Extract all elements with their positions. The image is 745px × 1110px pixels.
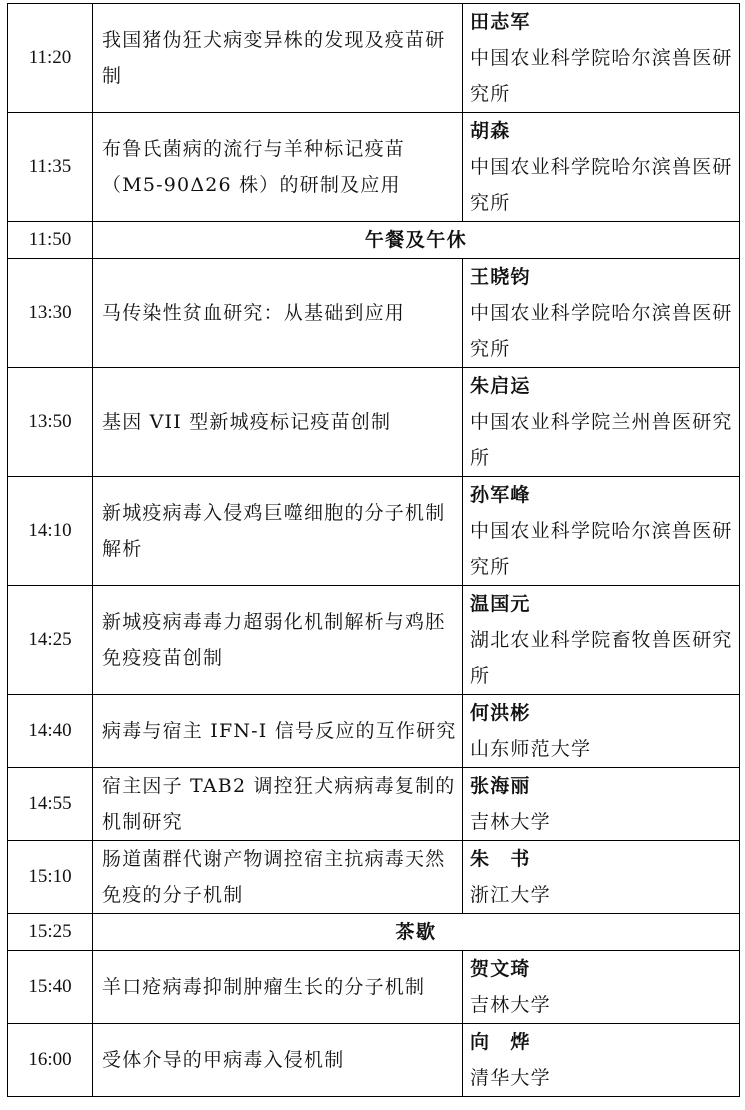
speaker-affiliation: 清华大学 (470, 1067, 551, 1089)
time-cell: 11:35 (8, 113, 93, 222)
speaker-affiliation: 吉林大学 (470, 811, 551, 833)
topic-cell: 新城疫病毒入侵鸡巨噬细胞的分子机制解析 (93, 477, 463, 586)
break-cell: 茶歇 (93, 914, 740, 951)
table-row (8, 914, 740, 951)
topic-cell: 受体介导的甲病毒入侵机制 (93, 1024, 463, 1097)
speaker-cell (463, 4, 740, 113)
table-row (8, 768, 740, 841)
table-row (8, 368, 740, 477)
speaker-cell (463, 951, 740, 1024)
table-row (8, 695, 740, 768)
speaker-affiliation: 中国农业科学院哈尔滨兽医研究所 (470, 520, 733, 578)
time-cell: 15:40 (8, 951, 93, 1024)
speaker-affiliation: 中国农业科学院哈尔滨兽医研究所 (470, 302, 733, 360)
speaker-affiliation: 湖北农业科学院畜牧兽医研究所 (470, 629, 733, 687)
time-cell: 14:25 (8, 586, 93, 695)
speaker-cell (463, 259, 740, 368)
table-row (8, 4, 740, 113)
speaker-name: 胡森 (470, 120, 511, 142)
table-row (8, 222, 740, 259)
speaker-name: 朱 书 (470, 848, 531, 870)
topic-cell: 肠道菌群代谢产物调控宿主抗病毒天然免疫的分子机制 (93, 841, 463, 914)
time-cell: 14:10 (8, 477, 93, 586)
speaker-cell (463, 768, 740, 841)
table-row (8, 1024, 740, 1097)
speaker-name: 温国元 (470, 593, 531, 615)
speaker-name: 孙军峰 (470, 484, 531, 506)
speaker-name: 何洪彬 (470, 702, 531, 724)
time-cell: 13:30 (8, 259, 93, 368)
time-cell: 11:50 (8, 222, 93, 259)
table-row (8, 259, 740, 368)
speaker-name: 王晓钧 (470, 266, 531, 288)
table-row (8, 477, 740, 586)
speaker-affiliation: 中国农业科学院哈尔滨兽医研究所 (470, 47, 733, 105)
speaker-cell (463, 695, 740, 768)
time-cell: 15:25 (8, 914, 93, 951)
time-cell: 14:40 (8, 695, 93, 768)
table-row (8, 951, 740, 1024)
speaker-name: 朱启运 (470, 375, 531, 397)
speaker-cell (463, 1024, 740, 1097)
speaker-name: 田志军 (470, 11, 531, 33)
topic-cell: 宿主因子 TAB2 调控狂犬病病毒复制的机制研究 (93, 768, 463, 841)
time-cell: 14:55 (8, 768, 93, 841)
topic-cell: 病毒与宿主 IFN-I 信号反应的互作研究 (93, 695, 463, 768)
speaker-affiliation: 中国农业科学院哈尔滨兽医研究所 (470, 156, 733, 214)
speaker-cell (463, 368, 740, 477)
topic-cell: 基因 VII 型新城疫标记疫苗创制 (93, 368, 463, 477)
table-row (8, 586, 740, 695)
time-cell: 15:10 (8, 841, 93, 914)
topic-cell: 羊口疮病毒抑制肿瘤生长的分子机制 (93, 951, 463, 1024)
topic-cell: 马传染性贫血研究：从基础到应用 (93, 259, 463, 368)
topic-cell: 布鲁氏菌病的流行与羊种标记疫苗（M5-90Δ26 株）的研制及应用 (93, 113, 463, 222)
time-cell: 16:00 (8, 1024, 93, 1097)
table-row (8, 841, 740, 914)
speaker-affiliation: 山东师范大学 (470, 738, 592, 760)
speaker-cell (463, 113, 740, 222)
speaker-name: 贺文琦 (470, 958, 531, 980)
speaker-cell (463, 586, 740, 695)
time-cell: 13:50 (8, 368, 93, 477)
speaker-affiliation: 中国农业科学院兰州兽医研究所 (470, 411, 733, 469)
table-row (8, 113, 740, 222)
topic-cell: 新城疫病毒毒力超弱化机制解析与鸡胚免疫疫苗创制 (93, 586, 463, 695)
time-cell: 11:20 (8, 4, 93, 113)
break-cell: 午餐及午休 (93, 222, 740, 259)
speaker-name: 张海丽 (470, 775, 531, 797)
topic-cell: 我国猪伪狂犬病变异株的发现及疫苗研制 (93, 4, 463, 113)
speaker-affiliation: 浙江大学 (470, 884, 551, 906)
speaker-cell (463, 841, 740, 914)
speaker-name: 向 烨 (470, 1031, 531, 1053)
speaker-affiliation: 吉林大学 (470, 994, 551, 1016)
schedule-table (7, 3, 740, 1097)
speaker-cell (463, 477, 740, 586)
